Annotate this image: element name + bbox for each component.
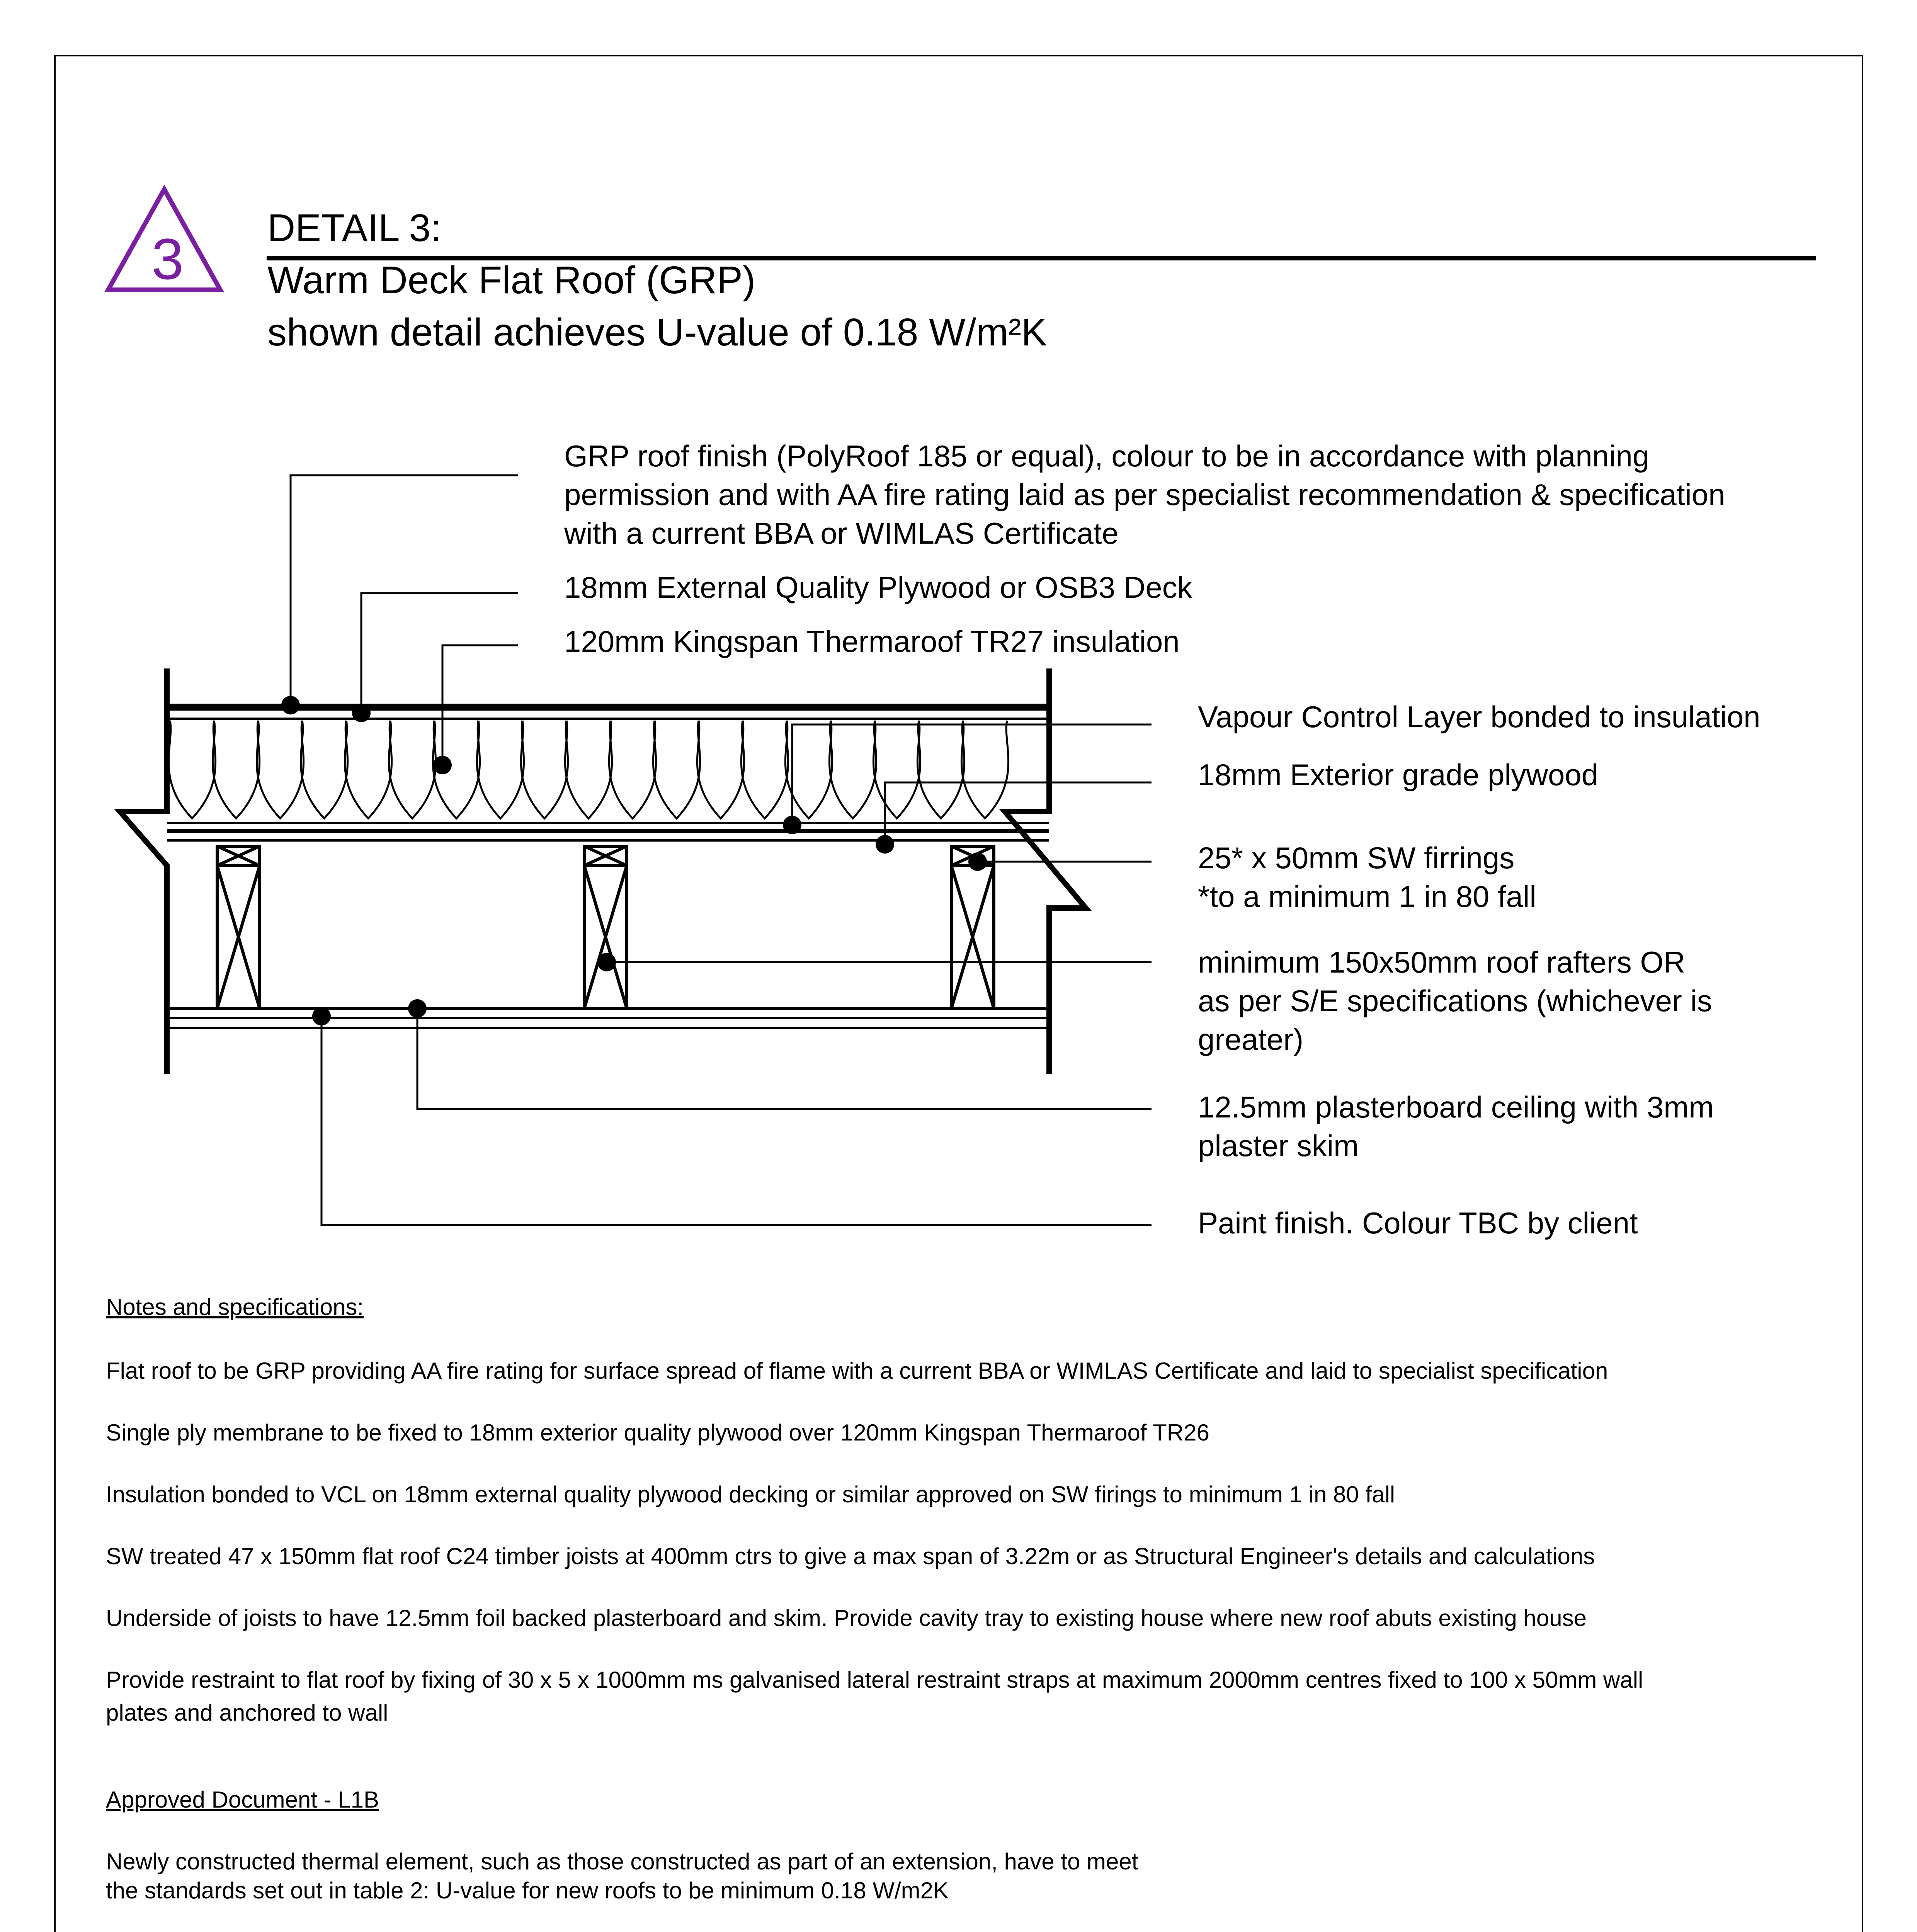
label-plasterboard-1: 12.5mm plasterboard ceiling with 3mm [1198,1090,1714,1124]
label-grp-finish-2: permission and with AA fire rating laid as per specialist recommendation & specification [564,478,1725,512]
label-paint: Paint finish. Colour TBC by client [1198,1206,1638,1240]
label-grp-finish-1: GRP roof finish (PolyRoof 185 or equal), colour to be in accordance with planning [564,439,1650,473]
note-restraint-2: plates and anchored to wall [106,1700,388,1726]
note-2: Single ply membrane to be fixed to 18mm exterior quality plywood over 120mm Kingspan Thermaroof TR26 [106,1420,1209,1446]
insulation-pattern [168,721,1008,818]
label-grp-finish-3: with a current BBA or WIMLAS Certificate [564,516,1119,550]
label-rafters-1: minimum 150x50mm roof rafters OR [1198,945,1686,979]
label-rafters-3: greater) [1198,1022,1304,1056]
detail-heading: DETAIL 3: [267,206,442,250]
label-plasterboard-2: plaster skim [1198,1129,1359,1163]
note-1: Flat roof to be GRP providing AA fire rating for surface spread of flame with a current BBA or WIMLAS Certificate and laid to specialist specification [106,1358,1608,1384]
detail-number: 3 [151,226,184,291]
detail-title: Warm Deck Flat Roof (GRP) [267,259,756,302]
note-3: Insulation bonded to VCL on 18mm external quality plywood decking or similar approved on SW firings to minimum 1 in 80 fall [106,1481,1395,1507]
roof-section [120,668,1086,1074]
label-firrings-2: *to a minimum 1 in 80 fall [1198,879,1536,913]
label-plywood: 18mm Exterior grade plywood [1198,758,1599,792]
label-firrings-1: 25* x 50mm SW firrings [1198,841,1515,875]
approved-text-1: Newly constructed thermal element, such as those constructed as part of an extension, have to meet [106,1849,1138,1874]
note-restraint-1: Provide restraint to flat roof by fixing of 30 x 5 x 1000mm ms galvanised lateral restraint straps at maximum 2000mm centres fixed to 100 x 50mm wall [106,1667,1643,1693]
note-4: SW treated 47 x 150mm flat roof C24 timber joists at 400mm ctrs to give a max span of 3.22m or as Structural Engineer's details and calculations [106,1543,1595,1569]
approved-text-2: the standards set out in table 2: U-value for new roofs to be minimum 0.18 W/m2K [106,1878,949,1903]
label-insulation: 120mm Kingspan Thermaroof TR27 insulation [564,624,1180,658]
label-vcl: Vapour Control Layer bonded to insulation [1198,700,1761,734]
left-wall-outline [120,668,167,1074]
note-5: Underside of joists to have 12.5mm foil backed plasterboard and skim. Provide cavity tray to existing house where new roof abuts existing house [106,1605,1587,1631]
detail-subtitle: shown detail achieves U-value of 0.18 W/m²K [267,311,1047,354]
leader-dots [281,696,987,1026]
rafters [217,846,994,1009]
label-deck: 18mm External Quality Plywood or OSB3 Deck [564,570,1192,604]
approved-heading: Approved Document - L1B [106,1787,379,1813]
right-wall-outline [1005,668,1086,1074]
notes-heading: Notes and specifications: [106,1294,364,1320]
insulation-loops [168,721,1008,818]
label-rafters-2: as per S/E specifications (whichever is [1198,984,1712,1018]
